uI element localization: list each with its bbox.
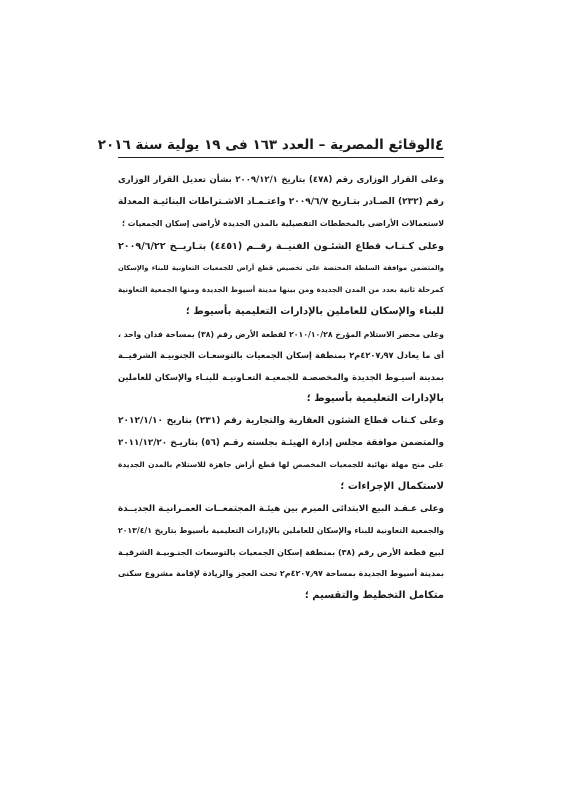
text-line: بالإدارات التعليمية بأسيوط ؛	[306, 393, 444, 404]
text-line: بمدينة أسيـوط الجديدة والمخصصـة للجمعيـة التعـاونيـة للبنـاء والإسكان للعاملين	[118, 371, 444, 382]
text-line: على منح مهلة نهائية للجمعيات المخصص لها قطع أراض جاهزة للاستلام بالمدن الجديدة	[118, 460, 444, 469]
gazette-title: الوقائع المصرية – العدد ١٦٣ فى ١٩ يولية سنة ٢٠١٦	[97, 137, 435, 153]
paragraph-real-estate-letter	[118, 411, 444, 497]
text-line: لاستعمالات الأراضى بالمخططات التفصيلية بالمدن الجديدة لأراضى إسكان الجمعيات ؛	[121, 219, 444, 228]
text-line: لاستكمال الإجراءات ؛	[340, 480, 444, 492]
text-line: وعلى كـتاب قطاع الشئون العقارية والتجارية رقم (٢٣١) بتاريخ ٢٠١٢/١/١٠	[118, 416, 444, 426]
page-number: ٤	[434, 136, 444, 154]
text-line: وعلى القرار الوزارى رقم (٤٧٨) بتاريخ ٢٠٠٩/١٢/١ بشأن تعديل القرار الوزارى	[118, 175, 444, 185]
text-line: أى ما يعادل ٤٢٠٧٫٩٧م٢ بمنطقة إسكان الجمعيات بالتوسعـات الجنوبيـة الشرقيــة	[118, 350, 444, 360]
text-line: بمدينة أسيوط الجديدة بمساحة ٤٢٠٧٫٩٧م٢ تحت العجز والزيادة لإقامة مشروع سكنى	[118, 569, 444, 578]
text-line: لبيع قطعة الأرض رقم (٣٨) بمنطقة إسكان الجمعيات بالتوسعات الجنـوبيـة الشرقيـة	[118, 547, 444, 557]
text-line: رقم (٢٣٢) الصـادر بتـاريخ ٢٠٠٩/٦/٧ واعتـمـاد الاشـتراطات البنائيـة المعدلة	[118, 196, 444, 207]
text-line: وعلى كـتـاب قطاع الشئـون الفنيــة رقــم (٤٤٥١) بتـاريــخ ٢٠٠٩/٦/٢٢	[118, 241, 444, 252]
text-line: متكامل التخطيط والتقسيم ؛	[304, 589, 444, 601]
paragraph-technical-affairs-letter	[118, 236, 444, 322]
paragraph-ministerial-decree	[118, 170, 444, 235]
text-line: وعلى عـقـد البيع الابتدائى المبرم بين هيئـة المجتمعــات العمـرانيـة الجديــدة	[118, 503, 444, 514]
text-line: والمتضمن موافقة مجلس إدارة الهيئـة بجلسته رقـم (٥٦) بتاريـخ ٢٠١١/١٢/٢٠	[118, 437, 444, 448]
text-line: والمتضمن موافقة السلطة المختصة على تخصيص قطع أراض للجمعيات التعاونية للبناء والإسكان	[118, 263, 444, 272]
paragraph-sale-contract	[118, 499, 444, 607]
text-line: للبناء والإسكان للعاملين بالإدارات التعليمية بأسيوط ؛	[185, 305, 444, 317]
page-header	[97, 127, 444, 155]
paragraph-handover-record	[118, 324, 444, 410]
document-body	[118, 170, 444, 606]
text-line: وعلى محضر الاستلام المؤرخ ٢٠١٠/١٠/٢٨ لقطعة الأرض رقم (٣٨) بمساحة فدان واحد ،	[118, 329, 444, 339]
header-divider	[118, 157, 444, 158]
text-line: والجمعية التعاونية للبناء والإسكان للعاملين بالإدارات التعليمية بأسيوط بتاريخ ٢٠١٣/٤/١	[118, 526, 444, 535]
text-line: كمرحلة ثانية بعدد من المدن الجديدة ومن بينها مدينة أسيوط الجديدة ومنها الجمعية التعاونية	[118, 285, 444, 294]
